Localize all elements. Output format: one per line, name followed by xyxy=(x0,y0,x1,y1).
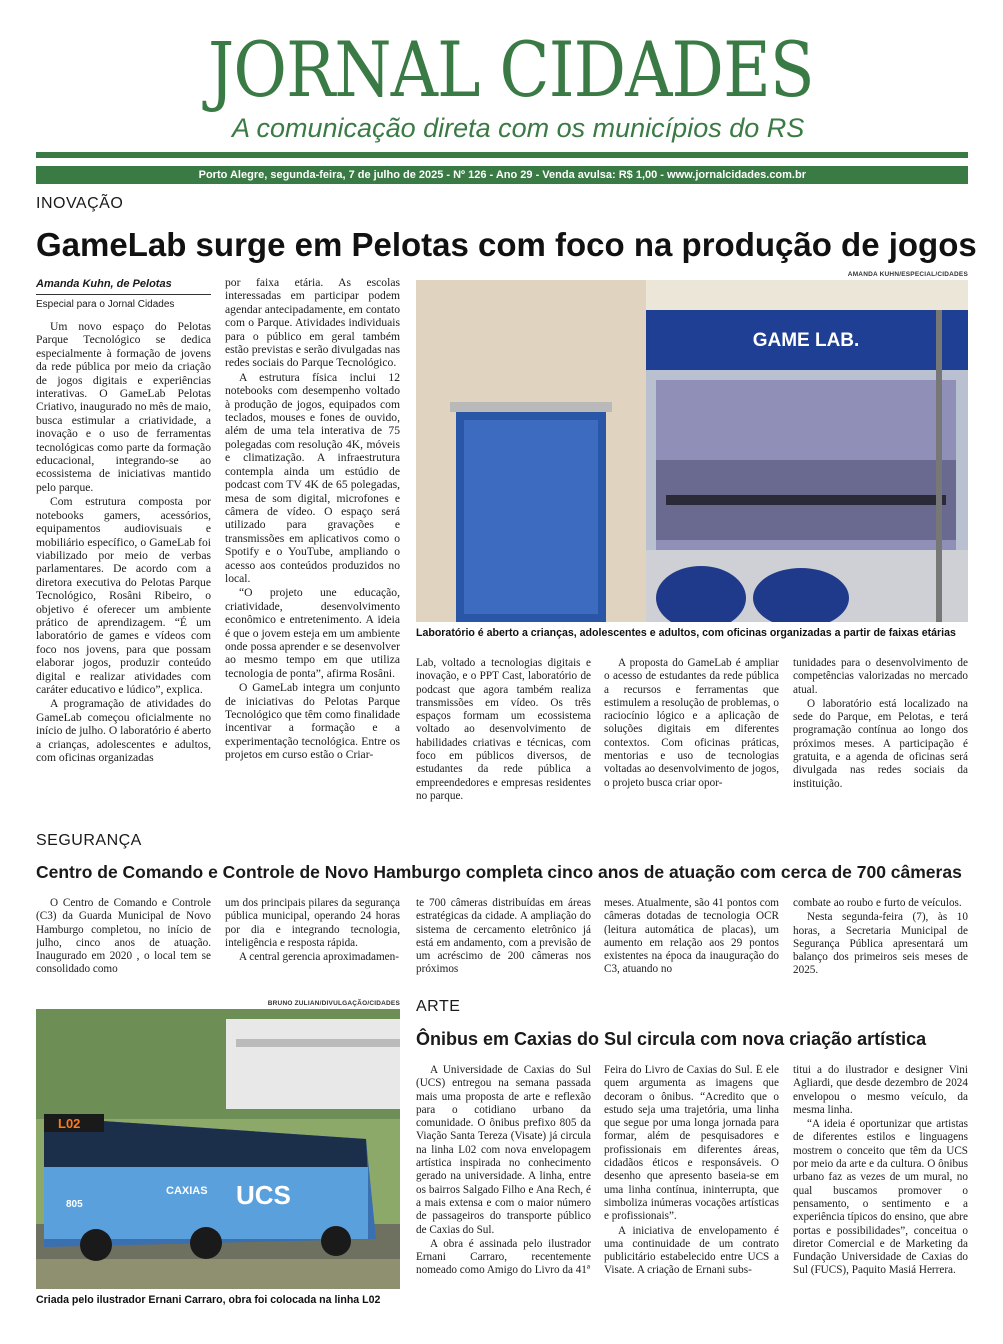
photo-credit-bus: BRUNO ZULIAN/DIVULGAÇÃO/CIDADES xyxy=(267,1000,400,1007)
paragraph: meses. Atualmente, são 41 pontos com câmeras dotadas de tecnologia OCR (leitura automática de placas), um aumento em relação aos 29 pontos existentes na época da inauguração do C3, atuando no xyxy=(604,897,779,976)
bus-number: 805 xyxy=(66,1199,83,1210)
paragraph: O Centro de Comando e Controle (C3) da Guarda Municipal de Novo Hamburgo completou, no início de julho, cinco anos de atuação. Inaugurado em 2020 , o local tem se consolidado como xyxy=(36,897,211,976)
story3-column-1 xyxy=(416,1064,591,1314)
headline-seguranca: Centro de Comando e Controle de Novo Hamburgo completa cinco anos de atuação com cerca de 700 câmeras xyxy=(36,862,962,882)
paragraph: O GameLab integra um conjunto de iniciativas do Pelotas Parque Tecnológico que têm como finalidade incentivar a formação e a experimentação tecnológica. Entre os projetos em curso estão o Criar- xyxy=(225,681,400,762)
story2-column-5 xyxy=(793,897,968,979)
paragraph: Um novo espaço do Pelotas Parque Tecnológico se dedica especialmente à formação de jovens da rede pública por meio da criação de jogos digitais e experiências interativas. O GameLab Pelotas Criativo, inaugurado no mês de maio, busca estimular a criatividade, a inovação e o uso de ferramentas tecnológicas como parte da formação educacional, integrando-se ao ecossistema de iniciativas mantido pelo parque. xyxy=(36,320,211,494)
story1-column-1 xyxy=(36,320,211,810)
photo-sign-text: GAME LAB. xyxy=(752,330,860,351)
section-label-inovacao: INOVAÇÃO xyxy=(36,195,124,212)
paragraph: O laboratório está localizado na sede do Parque, em Pelotas, e terá programação contínua ao longo dos próximos meses. A participação é gratuita, e a agenda de oficinas será divulgada nas redes sociais da instituição. xyxy=(793,697,968,790)
paragraph: titui a do ilustrador e designer Vini Agliardi, que desde dezembro de 2024 envelopou o mesmo veículo, da mesma linha. xyxy=(793,1064,968,1116)
paragraph: Nesta segunda-feira (7), às 10 horas, a Secretaria Municipal de Segurança Pública apresentará um balanço dos primeiros seis meses de 2025. xyxy=(793,911,968,977)
byline: Amanda Kuhn, de Pelotas xyxy=(36,276,211,295)
story1-column-4 xyxy=(604,657,779,807)
paragraph: tunidades para o desenvolvimento de competências valorizadas no mercado atual. xyxy=(793,657,968,696)
caption-gamelab: Laboratório é aberto a crianças, adolescentes e adultos, com oficinas organizadas a partir de faixas etárias xyxy=(416,627,956,639)
photo-bus xyxy=(36,1009,400,1289)
story3-column-3 xyxy=(793,1064,968,1314)
section-label-arte: ARTE xyxy=(416,998,461,1015)
story2-column-3 xyxy=(416,897,591,979)
story2-column-2 xyxy=(225,897,400,979)
paragraph: A proposta do GameLab é ampliar o acesso de estudantes da rede pública a recursos e ferramentas que estimulem a resolução de problemas, o raciocínio lógico e a aplicação de soluções digitais em diferentes contextos. Com oficinas práticas, mentorias e uso de tecnologias voltadas ao desenvolvimento de jogos, o projeto busca criar opor- xyxy=(604,657,779,789)
paragraph: A obra é assinada pelo ilustrador Ernani Carraro, recentemente nomeado como Amigo do Livro da 41ª xyxy=(416,1237,591,1277)
photo-credit-gamelab: AMANDA KUHN/ESPECIAL/CIDADES xyxy=(847,271,968,278)
paragraph: A estrutura física inclui 12 notebooks com desempenho voltado à produção de jogos, equipados com teclados, mouses e fones de ouvido, além de uma tela interativa de 75 polegadas com resolução 4K, móveis e climatização. A infraestrutura contempla ainda um estúdio de podcast com TV 4K de 65 polegadas, mesa de som digital, microfones e câmera de vídeo. O espaço será utilizado para gravações e transmissões em aplicativos como o Spotify e o YouTube, ampliando o acesso aos conteúdos produzidos no local. xyxy=(225,370,400,585)
byline-sub: Especial para o Jornal Cidades xyxy=(36,299,175,310)
paragraph: Com estrutura composta por notebooks gamers, acessórios, equipamentos audiovisuais e mobiliário específico, o GameLab foi viabilizado por meio de verbas parlamentares. De acordo com a diretora executiva do Pelotas Parque Tecnológico, Rosâni Ribeiro, o objetivo é oferecer um ambiente prático de aprendizagem. “É um laboratório de games e vídeos com foco nos jovens, para que possam elaborar jogos, produzir conteúdo digital e realizar atividades com caráter educativo e lúdico”, explica. xyxy=(36,495,211,696)
paragraph: Lab, voltado a tecnologias digitais e inovação, e o PPT Cast, laboratório de podcast que agora também realiza transmissões em vídeo. Os três espaços formam um ecossistema voltado ao desenvolvimento de habilidades criativas e técnicas, com foco em públicos diversos, de estudantes da rede pública a empreendedores e empresas residentes no parque. xyxy=(416,657,591,802)
paragraph: “A ideia é oportunizar que artistas de diferentes estilos e linguagens mostrem o conceito que têm da UCS por meio da arte e da cultura. O ônibus urbano faz as vezes de um mural, no qual buscamos promover o pensamento, o sentimento e a experiência típicos do ensino, que abre portas e possibilidades”, conceitua o diretor Comercial e de Marketing da Fundação Universidade de Caxias do Sul (FUCS), Paquito Masiá Herrera. xyxy=(793,1118,968,1277)
story2-column-1 xyxy=(36,897,211,979)
paragraph: um dos principais pilares da segurança pública municipal, operando 24 horas por dia e integrando tecnologia, inteligência e resposta rápida. xyxy=(225,897,400,949)
bus-brand: UCS xyxy=(236,1180,291,1210)
section-label-seguranca: SEGURANÇA xyxy=(36,832,142,849)
headline-gamelab: GameLab surge em Pelotas com foco na produção de jogos xyxy=(36,226,977,263)
photo-gamelab xyxy=(416,280,968,622)
paragraph: A Universidade de Caxias do Sul (UCS) entregou na semana passada mais uma proposta de arte e reflexão para o cotidiano urbano da comunidade. O ônibus prefixo 805 da Viação Santa Tereza (Visate) já circula na linha L02 com nova envelopagem artística inspirada no conhecimento gerado na universidade. A linha, entre os bairros Salgado Filho e Ana Rech, é a mais extensa e com o maior número de passageiros do transporte público de Caxias do Sul. xyxy=(416,1064,591,1236)
story2-column-4 xyxy=(604,897,779,979)
paragraph: te 700 câmeras distribuídas em áreas estratégicas da cidade. A ampliação do sistema de cercamento eletrônico já está em andamento, com a previsão de um acréscimo de 200 câmeras nos próximos xyxy=(416,897,591,976)
headline-arte: Ônibus em Caxias do Sul circula com nova criação artística xyxy=(416,1029,927,1049)
story1-column-2 xyxy=(225,276,400,810)
paragraph: Feira do Livro de Caxias do Sul. É ele quem argumenta as imagens que decoram o ônibus. “Acredito que o estudo seja uma trajetória, uma linha que segue por uma longa jornada para formar, além de pesquisadores e profissionais em diferentes áreas, cidadãos éticos e responsáveis. O desenho que apresento baseia-se em uma linha contínua, ininterrupta, que simboliza inúmeras vocações artísticas e profissionais”. xyxy=(604,1064,779,1223)
story1-column-3 xyxy=(416,657,591,807)
masthead-rule xyxy=(36,152,968,158)
paragraph: A iniciativa de envelopamento é uma continuidade de um contrato publicitário estabelecido entre UCS a Visate. A criação de Ernani subs- xyxy=(604,1224,779,1277)
bus-route-display: L02 xyxy=(58,1116,81,1131)
paragraph: por faixa etária. As escolas interessadas em participar podem agendar antecipadamente, em contato com o Parque. Atividades individuais para o público em geral também estão previstas e serão divulgadas nas redes sociais do Parque Tecnológico. xyxy=(225,276,400,370)
masthead-tagline: A comunicação direta com os municípios do RS xyxy=(232,113,805,143)
dateline-bar: Porto Alegre, segunda-feira, 7 de julho de 2025 - Nº 126 - Ano 29 - Venda avulsa: R$ 1,00 - www.jornalcidades.com.br xyxy=(36,166,968,184)
story1-column-5 xyxy=(793,657,968,807)
bus-city: CAXIAS xyxy=(166,1185,208,1197)
masthead-title: JORNAL CIDADES xyxy=(208,25,814,114)
paragraph: combate ao roubo e furto de veículos. xyxy=(793,897,962,909)
paragraph: A programação de atividades do GameLab começou oficialmente no início de julho. O laboratório é aberto a crianças, adolescentes e adultos, com oficinas organizadas xyxy=(36,697,211,764)
paragraph: “O projeto une educação, criatividade, desenvolvimento econômico e entretenimento. A ideia é que o jovem esteja em um ambiente onde possa aprender e se desenvolver ao mesmo tempo em que utiliza tecnologia de ponta”, afirma Rosâni. xyxy=(225,586,400,680)
paragraph: A central gerencia aproximadamen- xyxy=(239,951,399,964)
caption-bus: Criada pelo ilustrador Ernani Carraro, obra foi colocada na linha L02 xyxy=(36,1294,381,1306)
story3-column-2 xyxy=(604,1064,779,1314)
